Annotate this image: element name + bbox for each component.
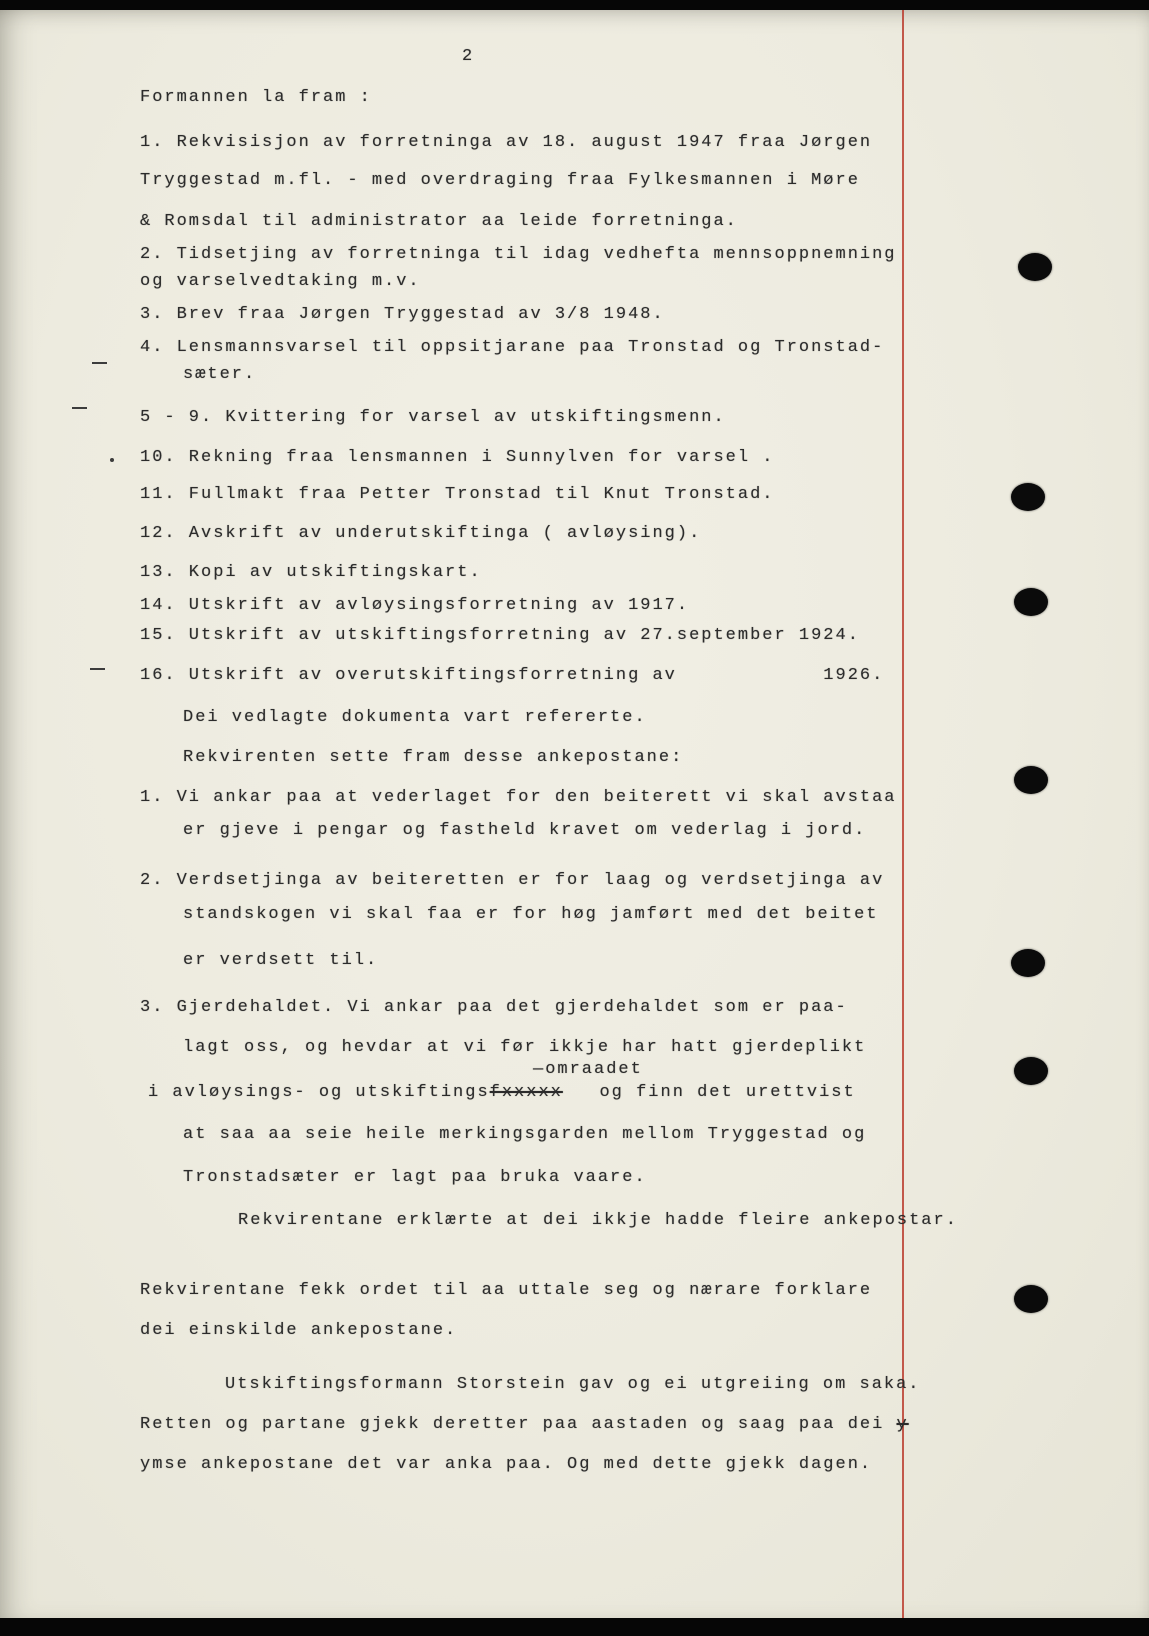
text-segment: 1. Rekvisisjon av forretninga av 18. august 1947 fraa Jørgen	[140, 133, 873, 152]
text-segment: lagt oss, og hevdar at vi før ikkje har hatt gjerdeplikt	[183, 1038, 867, 1057]
text-segment: —omraadet	[533, 1060, 643, 1079]
text-segment: 11. Fullmakt fraa Petter Tronstad til Knut Tronstad.	[140, 485, 775, 504]
text-line	[238, 1211, 958, 1231]
text-segment: Retten og partane gjekk deretter paa aastaden og saag paa dei	[140, 1415, 897, 1434]
text-segment: Dei vedlagte dokumenta vart refererte.	[183, 708, 647, 727]
text-segment: at saa aa seie heile merkingsgarden mellom Tryggestad og	[183, 1125, 867, 1144]
text-segment: 4. Lensmannsvarsel til oppsitjarane paa Tronstad og Tronstad-	[140, 338, 885, 357]
text-line	[140, 1455, 872, 1475]
margin-dot-mark	[110, 458, 114, 462]
text-line	[140, 998, 848, 1018]
text-line	[183, 905, 879, 925]
text-line	[140, 626, 860, 646]
text-line	[183, 1038, 866, 1058]
text-segment: dei einskilde ankepostane.	[140, 1321, 458, 1340]
text-segment: Tronstadsæter er lagt paa bruka vaare.	[183, 1168, 647, 1187]
text-segment: standskogen vi skal faa er for høg jamført med det beitet	[183, 905, 879, 924]
text-line	[140, 485, 775, 505]
text-line	[140, 408, 726, 428]
text-line	[140, 666, 884, 686]
text-line	[140, 1321, 457, 1341]
text-line	[140, 1281, 872, 1301]
text-line	[140, 272, 421, 292]
text-line	[183, 1168, 647, 1188]
page-number: 2	[462, 47, 475, 66]
text-segment: ymse ankepostane det var anka paa. Og med dette gjekk dagen.	[140, 1455, 873, 1474]
text-line	[183, 365, 256, 385]
text-line	[140, 871, 884, 891]
text-line	[148, 1083, 856, 1103]
text-segment: 12. Avskrift av underutskiftinga ( avløysing).	[140, 524, 702, 543]
text-line	[183, 748, 683, 768]
text-line	[533, 1060, 643, 1080]
text-segment: 13. Kopi av utskiftingskart.	[140, 563, 482, 582]
text-line	[140, 563, 482, 583]
text-line	[183, 708, 647, 728]
text-line	[140, 171, 860, 191]
text-segment: 15. Utskrift av utskiftingsforretning av 27.september 1924.	[140, 626, 860, 645]
text-line	[140, 88, 372, 108]
text-line	[140, 338, 884, 358]
text-line	[183, 951, 378, 971]
text-segment: sæter.	[183, 365, 257, 384]
text-segment: er verdsett til.	[183, 951, 379, 970]
text-segment: & Romsdal til administrator aa leide forretninga.	[140, 212, 738, 231]
margin-dash-mark	[90, 668, 105, 670]
text-line	[140, 448, 775, 468]
text-segment: 14. Utskrift av avløysingsforretning av 1917.	[140, 596, 690, 615]
text-line	[183, 821, 866, 841]
text-segment: 10. Rekning fraa lensmannen i Sunnylven for varsel .	[140, 448, 775, 467]
margin-dash-mark	[92, 362, 107, 364]
text-line	[140, 788, 897, 808]
text-segment: og varselvedtaking m.v.	[140, 272, 421, 291]
text-segment: Formannen la fram :	[140, 88, 372, 107]
text-segment: 3. Gjerdehaldet. Vi ankar paa det gjerdehaldet som er paa-	[140, 998, 848, 1017]
text-segment: 1. Vi ankar paa at vederlaget for den beiterett vi skal avstaa	[140, 788, 897, 807]
text-line	[140, 245, 897, 265]
text-segment: og finn det urettvist	[562, 1083, 856, 1102]
text-line	[183, 1125, 866, 1145]
text-line	[140, 305, 665, 325]
text-segment: Rekvirentane erklærte at dei ikkje hadde fleire ankepostar.	[238, 1211, 958, 1230]
text-line	[140, 1415, 909, 1435]
text-segment: er gjeve i pengar og fastheld kravet om vederlag i jord.	[183, 821, 867, 840]
text-segment: Rekvirenten sette fram desse ankepostane:	[183, 748, 684, 767]
text-segment: Utskiftingsformann Storstein gav og ei utgreiing om saka.	[225, 1375, 921, 1394]
struck-text: y	[896, 1415, 909, 1434]
text-line	[140, 133, 872, 153]
text-segment: 3. Brev fraa Jørgen Tryggestad av 3/8 1948.	[140, 305, 665, 324]
margin-dash-mark	[72, 407, 87, 409]
text-segment: 16. Utskrift av overutskiftingsforretning av 1926.	[140, 666, 885, 685]
text-line	[140, 524, 701, 544]
text-segment: i avløysings- og utskiftings	[148, 1083, 490, 1102]
text-line	[140, 596, 689, 616]
text-segment: 2. Verdsetjinga av beiteretten er for laag og verdsetjinga av	[140, 871, 885, 890]
text-segment: Tryggestad m.fl. - med overdraging fraa Fylkesmannen i Møre	[140, 171, 860, 190]
struck-text: fxxxxx	[489, 1083, 563, 1102]
text-segment: 5 - 9. Kvittering for varsel av utskiftingsmenn.	[140, 408, 726, 427]
text-segment: 2. Tidsetjing av forretninga til idag vedhefta mennsoppnemning	[140, 245, 897, 264]
text-line	[225, 1375, 921, 1395]
text-line	[140, 212, 738, 232]
text-segment: Rekvirentane fekk ordet til aa uttale seg og nærare forklare	[140, 1281, 873, 1300]
